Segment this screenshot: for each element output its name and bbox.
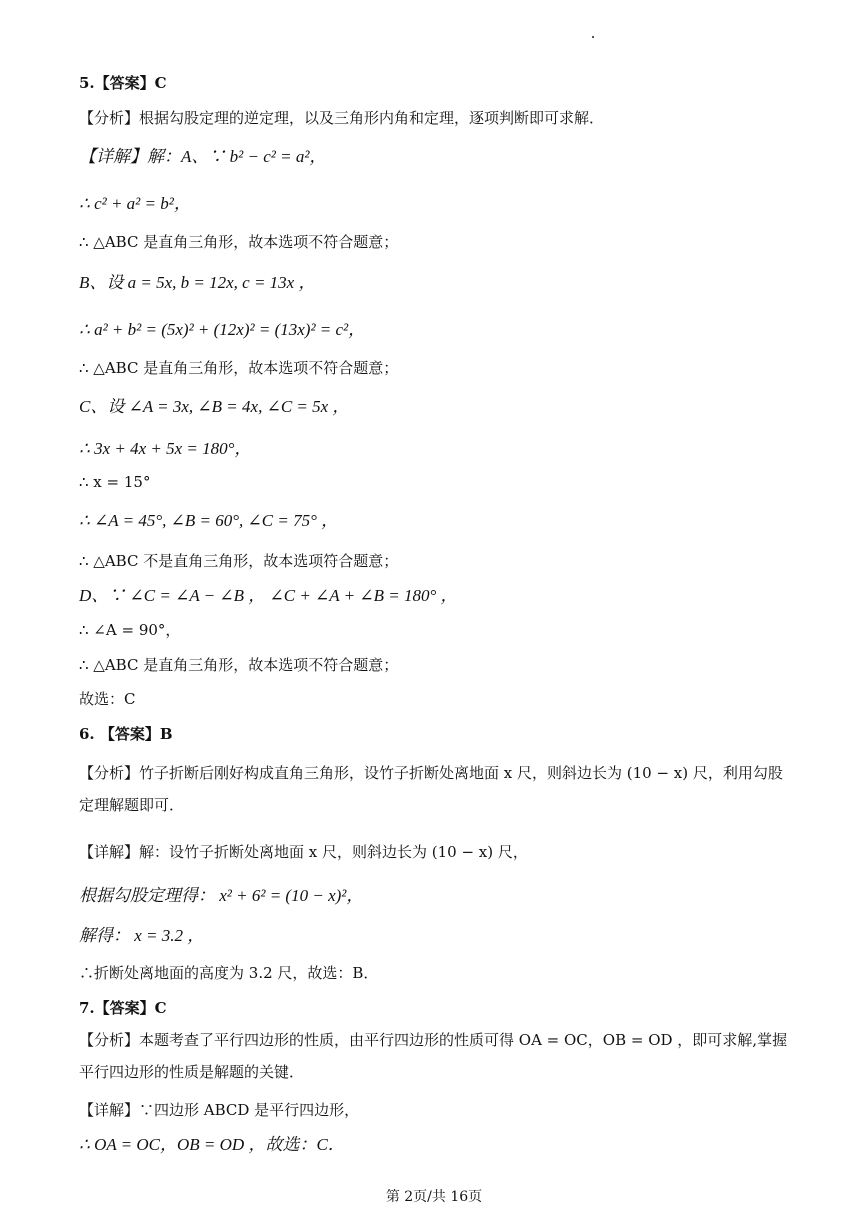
answer-5-line: ∴ △ABC 不是直角三角形，故本选项符合题意； xyxy=(79,552,399,570)
answer-5-line: ∴ ∠A = 45°, ∠B = 60°, ∠C = 75° ， xyxy=(79,511,339,530)
answer-5-detail-a: 【详解】解：A、∵ b² − c² = a²， xyxy=(79,147,327,166)
answer-5-conclusion: 故选：C xyxy=(79,690,136,708)
answer-5-line: ∴ △ABC 是直角三角形，故本选项不符合题意； xyxy=(79,233,399,251)
answer-5-line: ∴ △ABC 是直角三角形，故本选项不符合题意； xyxy=(79,359,399,377)
page-footer: 第 2页/共 16页 xyxy=(385,1189,483,1205)
answer-7-heading: 7.【答案】C xyxy=(79,999,167,1017)
answer-6-analysis: 【分析】竹子折断后刚好构成直角三角形，设竹子折断处离地面 x 尺，则斜边长为 (10 − x) 尺，利用勾股定理解题即可． xyxy=(79,764,783,814)
answer-7-analysis: 【分析】本题考查了平行四边形的性质，由平行四边形的性质可得 OA = OC，OB = OD ，即可求解,掌握平行四边形的性质是解题的关键． xyxy=(79,1031,788,1081)
answer-7-detail: 【详解】∵四边形 ABCD 是平行四边形， xyxy=(79,1101,360,1119)
answer-6-line: 解得： x = 3.2 ， xyxy=(79,926,205,945)
answer-5-line: ∴ a² + b² = (5x)² + (12x)² = (13x)² = c²， xyxy=(79,320,366,339)
answer-6-line: 根据勾股定理得： x² + 6² = (10 − x)²， xyxy=(79,886,364,905)
answer-5-detail-b: B、设 a = 5x, b = 12x, c = 13x ， xyxy=(79,273,316,292)
answer-6-conclusion: ∴折断处离地面的高度为 3.2 尺，故选：B． xyxy=(79,964,379,982)
answer-5-heading: 5.【答案】C xyxy=(79,74,167,92)
answer-5-analysis: 【分析】根据勾股定理的逆定理，以及三角形内角和定理，逐项判断即可求解． xyxy=(79,109,605,127)
answer-6-detail: 【详解】解：设竹子折断处离地面 x 尺，则斜边长为 (10 − x) 尺， xyxy=(79,843,528,861)
answer-5-detail-c: C、设 ∠A = 3x, ∠B = 4x, ∠C = 5x ， xyxy=(79,397,350,416)
answer-5-detail-d: D、∵ ∠C = ∠A − ∠B ， ∠C + ∠A + ∠B = 180° ， xyxy=(79,586,458,605)
answer-5-line: ∴ ∠A = 90°， xyxy=(79,621,181,639)
answer-5-line: ∴ c² + a² = b²， xyxy=(79,194,191,213)
answer-5-line: ∴ △ABC 是直角三角形，故本选项不符合题意； xyxy=(79,656,399,674)
answer-5-line: ∴ x = 15° xyxy=(79,473,151,491)
corner-dot xyxy=(592,36,594,38)
answer-6-heading: 6. 【答案】B xyxy=(79,725,173,743)
answer-7-conclusion: ∴ OA = OC，OB = OD ，故选：C． xyxy=(79,1135,345,1154)
answer-5-line: ∴ 3x + 4x + 5x = 180°， xyxy=(79,439,252,458)
